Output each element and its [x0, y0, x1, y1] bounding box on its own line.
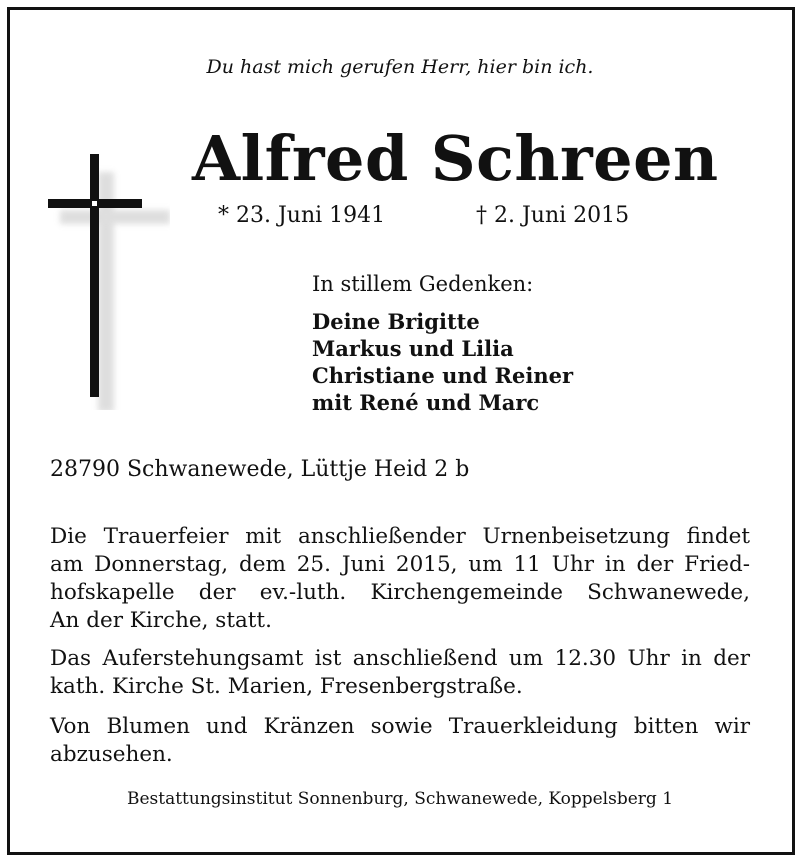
mourner-line: mit René und Marc	[312, 390, 540, 415]
motto-line: Du hast mich gerufen Herr, hier bin ich.	[206, 56, 594, 78]
mass-paragraph	[50, 645, 750, 701]
paragraph-line: An der Kirche, statt.	[50, 608, 272, 633]
mourner-line: Deine Brigitte	[312, 309, 480, 334]
deceased-name: Alfred Schreen	[192, 122, 719, 195]
paragraph-line: Das Auferstehungsamt ist anschließend um 12.30 Uhr in der	[50, 646, 750, 671]
paragraph-line: am Donnerstag, dem 25. Juni 2015, um 11 Uhr in der Fried-	[50, 552, 750, 577]
paragraph-line: kath. Kirche St. Marien, Fresenbergstraße.	[50, 674, 523, 699]
memorial-intro: In stillem Gedenken:	[312, 272, 534, 296]
death-date: † 2. Juni 2015	[476, 203, 630, 228]
birth-date: * 23. Juni 1941	[218, 203, 386, 228]
paragraph-line: Die Trauerfeier mit anschließender Urnenbeisetzung findet	[50, 524, 750, 549]
service-paragraph	[50, 523, 750, 635]
paragraph-line: hofskapelle der ev.-luth. Kirchengemeinde Schwanewede,	[50, 580, 750, 605]
funeral-home-footer: Bestattungsinstitut Sonnenburg, Schwanewede, Koppelsberg 1	[126, 789, 674, 809]
mourner-line: Markus und Lilia	[312, 336, 514, 361]
request-paragraph	[50, 713, 750, 769]
paragraph-line: abzusehen.	[50, 742, 173, 767]
paragraph-line: Von Blumen und Kränzen sowie Trauerkleidung bitten wir	[50, 714, 750, 739]
family-address: 28790 Schwanewede, Lüttje Heid 2 b	[50, 457, 470, 482]
cross-icon	[40, 150, 170, 410]
mourner-line: Christiane und Reiner	[312, 363, 574, 388]
